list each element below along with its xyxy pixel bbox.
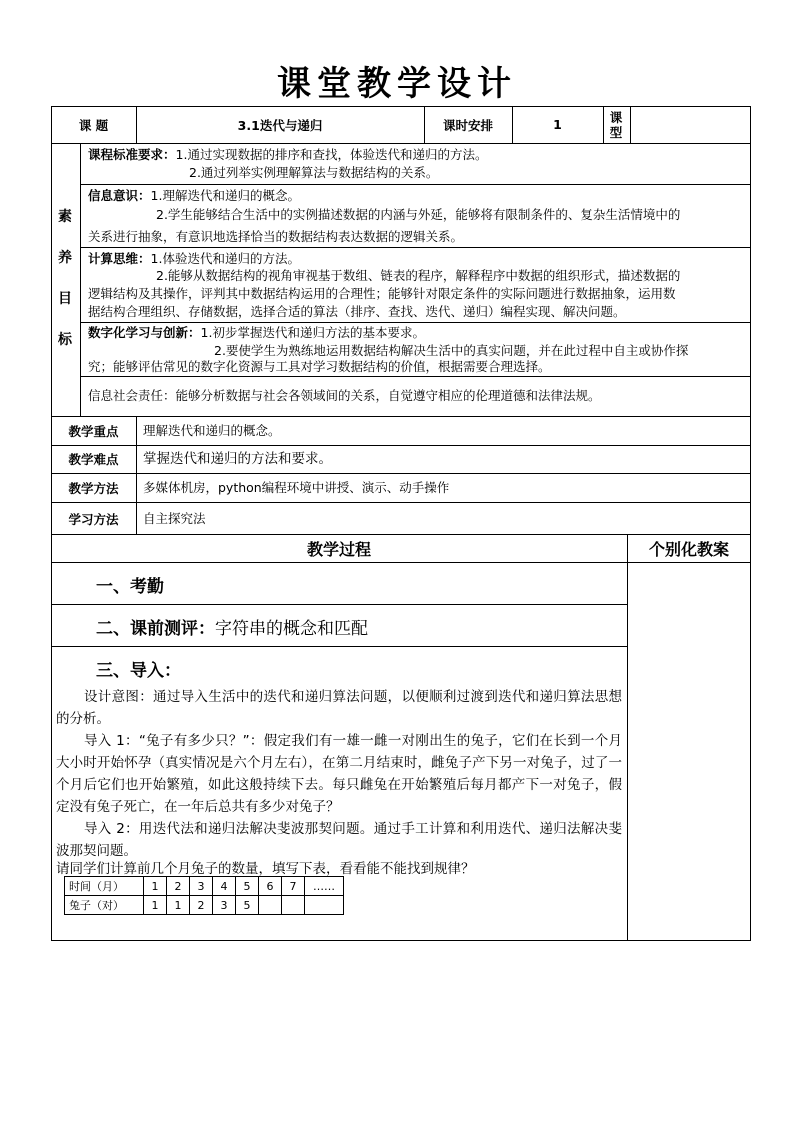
- computational-line2: 2.能够从数据结构的视角审视基于数组、链表的程序，解释程序中数据的组织形式，描述数据的: [156, 268, 681, 283]
- type-value: [630, 106, 751, 143]
- study-method-label: 学习方法: [68, 511, 119, 527]
- month-cell: 1: [144, 877, 167, 896]
- digital-row: [88, 324, 425, 341]
- count-cell: [305, 896, 344, 915]
- curriculum-line1: 1.通过实现数据的排序和查找，体验迭代和递归的方法。: [175, 147, 488, 162]
- hours-value: 1: [553, 117, 562, 132]
- literacy-label-4: 标: [58, 332, 72, 348]
- count-cell: 5: [236, 896, 259, 915]
- month-cell: 3: [190, 877, 213, 896]
- section-pretest-value: 字符串的概念和匹配: [215, 619, 368, 639]
- literacy-label-2: 养: [58, 250, 72, 266]
- hours-label: 课时安排: [442, 117, 493, 133]
- design-intent-paragraph: 设计意图：通过导入生活中的迭代和递归算法问题，以便顺利过渡到迭代和递归算法思想的分析。: [56, 689, 622, 727]
- computational-line3: 逻辑结构及其操作，评判其中数据结构运用的合理性；能够针对限定条件的实际问题进行数据抽象，运用数: [88, 286, 676, 301]
- curriculum-label: 课程标准要求：: [88, 147, 176, 162]
- type-label: 课型: [609, 109, 623, 140]
- intro1-paragraph: 导入 1：“兔子有多少只？”：假定我们有一雄一雌一对刚出生的兔子，它们在长到一个月大小时开始怀孕（真实情况是六个月左右），在第二月结束时，雌兔子产下另一对兔子，过了一个月后它们也开始繁殖，如此这般持续下去。每只雌兔在开始繁殖后每月都产下一对兔子，假定没有兔子死亡，在一年后总共有多少对兔子？: [56, 733, 622, 815]
- study-method-value: 自主探究法: [143, 511, 206, 526]
- table-row: [65, 896, 344, 915]
- month-cell: 5: [236, 877, 259, 896]
- info-awareness-line2: 2.学生能够结合生活中的实例描述数据的内涵与外延，能够将有限制条件的、复杂生活情境中的: [156, 207, 681, 222]
- digital-line3: 究；能够评估常见的数字化资源与工具对学习数据结构的价值，根据需要合理选择。: [88, 359, 551, 374]
- section-pretest: [96, 614, 368, 639]
- section-intro: 三、导入：: [96, 661, 181, 681]
- method-value: 多媒体机房，python编程环境中讲授、演示、动手操作: [143, 480, 450, 495]
- digital-label: 数字化学习与创新：: [88, 325, 201, 340]
- info-awareness-row: [88, 187, 300, 204]
- computational-line1: 1.体验迭代和递归的方法。: [150, 251, 300, 266]
- info-awareness-label: 信息意识：: [88, 188, 151, 203]
- count-cell: 3: [213, 896, 236, 915]
- page-title: 课堂教学设计: [277, 64, 517, 104]
- curriculum-line2: 2.通过列举实例理解算法与数据结构的关系。: [189, 165, 439, 180]
- difficulty-value: 掌握迭代和递归的方法和要求。: [143, 451, 332, 467]
- counts-row-label: 兔子（对）: [65, 896, 144, 915]
- method-label: 教学方法: [68, 480, 119, 496]
- fill-table-instruction: 请同学们计算前几个月兔子的数量，填写下表，看看能不能找到规律？: [56, 861, 475, 877]
- count-cell: 1: [144, 896, 167, 915]
- difficulty-label: 教学难点: [68, 452, 119, 467]
- literacy-label-1: 素: [58, 209, 72, 225]
- computational-row: [88, 250, 300, 267]
- count-cell: [259, 896, 282, 915]
- key-point-label: 教学重点: [68, 423, 119, 439]
- digital-line2: 2.要使学生为熟练地运用数据结构解决生活中的真实问题，并在此过程中自主或协作探: [214, 343, 689, 358]
- month-cell: ……: [305, 877, 344, 896]
- month-cell: 6: [259, 877, 282, 896]
- count-cell: 1: [167, 896, 190, 915]
- topic-label: 课 题: [78, 117, 109, 133]
- count-cell: 2: [190, 896, 213, 915]
- intro2-paragraph: 导入 2：用迭代法和递归法解决斐波那契问题。通过手工计算和利用迭代、递归法解决斐波那契问题。: [56, 821, 622, 859]
- computational-line4: 据结构合理组织、存储数据，选择合适的算法（排序、查找、迭代、递归）编程实现、解决问题。: [88, 304, 626, 319]
- month-cell: 4: [213, 877, 236, 896]
- key-point-value: 理解迭代和递归的概念。: [143, 423, 281, 438]
- section-attendance: 一、考勤: [96, 577, 164, 597]
- month-cell: 7: [282, 877, 305, 896]
- literacy-label-3: 目: [58, 291, 72, 307]
- month-cell: 2: [167, 877, 190, 896]
- process-header: 教学过程: [306, 539, 371, 559]
- individual-plan-header: 个别化教案: [648, 539, 729, 559]
- info-awareness-line1: 1.理解迭代和递归的概念。: [150, 188, 300, 203]
- topic-value: 3.1迭代与递归: [237, 117, 323, 133]
- table-row: [65, 877, 344, 896]
- section-pretest-label: 二、课前测评：: [96, 619, 215, 639]
- curriculum-row: [88, 146, 487, 163]
- computational-label: 计算思维：: [88, 251, 151, 266]
- digital-line1: 1.初步掌握迭代和递归方法的基本要求。: [200, 325, 425, 340]
- social-responsibility: 信息社会责任：能够分析数据与社会各领域间的关系，自觉遵守相应的伦理道德和法律法规。: [88, 388, 601, 403]
- rabbit-table: [64, 876, 344, 915]
- count-cell: [282, 896, 305, 915]
- info-awareness-line3: 关系进行抽象，有意识地选择恰当的数据结构表达数据的逻辑关系。: [88, 229, 464, 244]
- months-row-label: 时间（月）: [65, 877, 144, 896]
